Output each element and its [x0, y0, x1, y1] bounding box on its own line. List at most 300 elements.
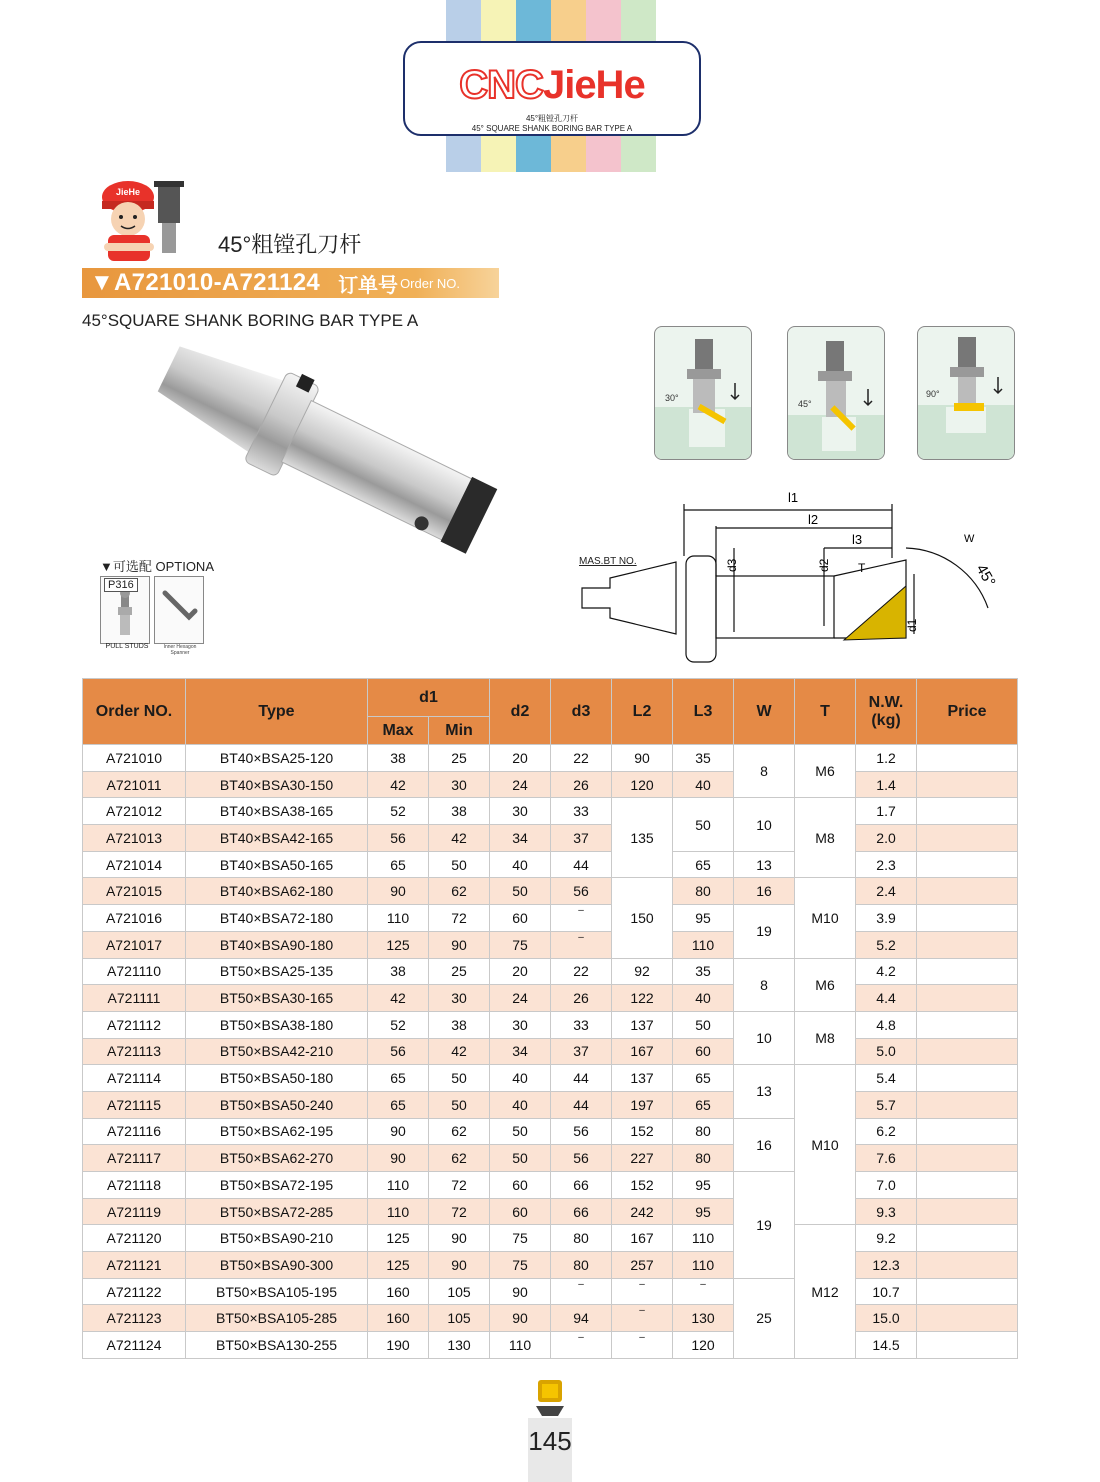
spec-table — [82, 678, 1018, 1359]
cell-min: 25 — [429, 745, 490, 772]
cell-min: 38 — [429, 798, 490, 825]
cell-nw: 4.8 — [856, 1011, 917, 1038]
table-row — [83, 1198, 1018, 1225]
cell-type: BT40×BSA62-180 — [186, 878, 368, 905]
cell-l3: 40 — [673, 985, 734, 1012]
cell-d3: 44 — [551, 851, 612, 878]
cell-nw: 9.3 — [856, 1198, 917, 1225]
dim-l2: l2 — [808, 512, 819, 527]
col-w: W — [734, 679, 795, 745]
table-row — [83, 958, 1018, 985]
cell-max: 56 — [368, 825, 429, 852]
cell-l3: 95 — [673, 1172, 734, 1199]
diagram-angle-3: 90° — [926, 389, 940, 399]
cell-order: A721121 — [83, 1252, 186, 1279]
col-price: Price — [917, 679, 1018, 745]
cell-type: BT50×BSA105-195 — [186, 1278, 368, 1305]
cell-l2: 150 — [612, 878, 673, 958]
cell-type: BT40×BSA38-165 — [186, 798, 368, 825]
jiehe-emblem-icon — [528, 1376, 572, 1420]
cell-l3: 110 — [673, 1225, 734, 1252]
cell-d2: 20 — [490, 745, 551, 772]
dim-T: T — [858, 561, 866, 575]
cell-d3: 37 — [551, 825, 612, 852]
table-row — [83, 771, 1018, 798]
cell-t: M8 — [795, 1011, 856, 1064]
cell-max: 56 — [368, 1038, 429, 1065]
cell-price — [917, 1198, 1018, 1225]
cell-t: M8 — [795, 798, 856, 878]
cell-price — [917, 1332, 1018, 1359]
cell-nw: 1.7 — [856, 798, 917, 825]
cell-min: 30 — [429, 771, 490, 798]
cell-type: BT50×BSA42-210 — [186, 1038, 368, 1065]
cell-nw: 1.4 — [856, 771, 917, 798]
cell-nw: 14.5 — [856, 1332, 917, 1359]
spanner-card — [154, 576, 204, 644]
cell-d2: 60 — [490, 1172, 551, 1199]
cell-l3: 35 — [673, 745, 734, 772]
cell-d3: 44 — [551, 1065, 612, 1092]
cell-max: 52 — [368, 798, 429, 825]
cell-w: 10 — [734, 798, 795, 851]
cell-type: BT40×BSA25-120 — [186, 745, 368, 772]
cell-price — [917, 1145, 1018, 1172]
cell-min: 62 — [429, 1145, 490, 1172]
cell-price — [917, 851, 1018, 878]
cell-nw: 9.2 — [856, 1225, 917, 1252]
cell-min: 72 — [429, 1172, 490, 1199]
mascot-icon — [98, 175, 198, 265]
cell-price — [917, 1172, 1018, 1199]
cell-order: A721119 — [83, 1198, 186, 1225]
cell-order: A721013 — [83, 825, 186, 852]
cell-price — [917, 1252, 1018, 1279]
table-row — [83, 1305, 1018, 1332]
diagram-angle-2: 45° — [798, 399, 812, 409]
cell-nw: 5.7 — [856, 1091, 917, 1118]
cell-nw: 7.6 — [856, 1145, 917, 1172]
cell-nw: 4.4 — [856, 985, 917, 1012]
table-row — [83, 825, 1018, 852]
p316-label: P316 — [104, 578, 138, 592]
cell-price — [917, 1305, 1018, 1332]
cell-min: 72 — [429, 1198, 490, 1225]
cell-nw: 1.2 — [856, 745, 917, 772]
cell-d3: – — [551, 931, 612, 958]
table-row — [83, 1172, 1018, 1199]
table-row — [83, 1091, 1018, 1118]
cell-min: 90 — [429, 1252, 490, 1279]
cell-nw: 5.2 — [856, 931, 917, 958]
cell-d2: 60 — [490, 905, 551, 932]
cell-nw: 2.0 — [856, 825, 917, 852]
cell-max: 110 — [368, 1198, 429, 1225]
cell-l2: 120 — [612, 771, 673, 798]
cell-order: A721012 — [83, 798, 186, 825]
table-row — [83, 1332, 1018, 1359]
cell-type: BT50×BSA105-285 — [186, 1305, 368, 1332]
table-row — [83, 985, 1018, 1012]
cell-type: BT40×BSA50-165 — [186, 851, 368, 878]
cell-d3: 94 — [551, 1305, 612, 1332]
col-nw-unit: (kg) — [871, 711, 901, 729]
diagram-30-degree — [654, 326, 752, 460]
order-no-en: Order NO. — [400, 275, 461, 291]
order-range: ▼A721010-A721124 — [90, 269, 321, 296]
brand-cnc: CNC — [459, 63, 543, 107]
cell-min: 72 — [429, 905, 490, 932]
cell-order: A721122 — [83, 1278, 186, 1305]
cell-l3: 65 — [673, 851, 734, 878]
cell-type: BT50×BSA130-255 — [186, 1332, 368, 1359]
cell-d3: 66 — [551, 1198, 612, 1225]
cell-order: A721111 — [83, 985, 186, 1012]
cell-max: 52 — [368, 1011, 429, 1038]
dim-d1: d1 — [905, 618, 919, 632]
cell-type: BT40×BSA72-180 — [186, 905, 368, 932]
cell-order: A721016 — [83, 905, 186, 932]
cell-min: 62 — [429, 878, 490, 905]
table-row — [83, 1118, 1018, 1145]
cell-w: 19 — [734, 905, 795, 958]
cell-order: A721110 — [83, 958, 186, 985]
col-nw — [856, 679, 917, 745]
cell-max: 125 — [368, 931, 429, 958]
cell-price — [917, 1011, 1018, 1038]
cell-l3: 65 — [673, 1091, 734, 1118]
cell-nw: 2.3 — [856, 851, 917, 878]
cell-max: 190 — [368, 1332, 429, 1359]
cell-l2: 152 — [612, 1172, 673, 1199]
cell-d2: 50 — [490, 1145, 551, 1172]
cell-order: A721014 — [83, 851, 186, 878]
cell-w: 25 — [734, 1278, 795, 1358]
cell-price — [917, 1118, 1018, 1145]
cell-nw: 10.7 — [856, 1278, 917, 1305]
cell-price — [917, 1278, 1018, 1305]
table-row — [83, 905, 1018, 932]
page-number: 145 — [528, 1426, 572, 1456]
cell-min: 105 — [429, 1278, 490, 1305]
cell-l2: 167 — [612, 1038, 673, 1065]
cell-order: A721017 — [83, 931, 186, 958]
technical-drawing — [576, 488, 1016, 668]
cell-l2: 167 — [612, 1225, 673, 1252]
logo-subtitle-cn: 45°粗镗孔刀杆 — [525, 114, 579, 123]
cell-nw: 6.2 — [856, 1118, 917, 1145]
cell-type: BT50×BSA25-135 — [186, 958, 368, 985]
table-row — [83, 1038, 1018, 1065]
cell-l3: – — [673, 1278, 734, 1305]
table-row — [83, 878, 1018, 905]
product-title-en: 45°SQUARE SHANK BORING BAR TYPE A — [82, 311, 419, 330]
cell-t: M6 — [795, 958, 856, 1011]
cell-price — [917, 878, 1018, 905]
cell-d2: 40 — [490, 1091, 551, 1118]
cell-order: A721010 — [83, 745, 186, 772]
cell-type: BT50×BSA90-300 — [186, 1252, 368, 1279]
cell-type: BT50×BSA50-180 — [186, 1065, 368, 1092]
cell-price — [917, 958, 1018, 985]
order-number-bar — [82, 268, 499, 298]
cell-l3: 60 — [673, 1038, 734, 1065]
cell-d2: 50 — [490, 878, 551, 905]
cell-min: 50 — [429, 1065, 490, 1092]
cell-max: 110 — [368, 1172, 429, 1199]
cell-order: A721114 — [83, 1065, 186, 1092]
cell-min: 38 — [429, 1011, 490, 1038]
cell-max: 90 — [368, 1118, 429, 1145]
cell-l3: 50 — [673, 1011, 734, 1038]
table-row — [83, 798, 1018, 825]
col-nw-label: N.W. — [868, 693, 904, 711]
cell-w: 8 — [734, 745, 795, 798]
cell-l3: 80 — [673, 1118, 734, 1145]
cell-d2: 75 — [490, 1225, 551, 1252]
cell-l3: 80 — [673, 878, 734, 905]
cell-min: 90 — [429, 931, 490, 958]
cell-order: A721124 — [83, 1332, 186, 1359]
cell-l3: 65 — [673, 1065, 734, 1092]
cell-max: 90 — [368, 1145, 429, 1172]
cell-type: BT50×BSA50-240 — [186, 1091, 368, 1118]
cell-l3: 120 — [673, 1332, 734, 1359]
cell-d3: 66 — [551, 1172, 612, 1199]
cell-l3: 130 — [673, 1305, 734, 1332]
cell-type: BT50×BSA62-270 — [186, 1145, 368, 1172]
boring-bar-photo — [140, 330, 530, 570]
col-l2: L2 — [612, 679, 673, 745]
hex-spanner-icon — [155, 577, 203, 643]
cell-d2: 75 — [490, 931, 551, 958]
cell-d3: 33 — [551, 798, 612, 825]
cell-max: 65 — [368, 1065, 429, 1092]
cell-l2: 137 — [612, 1065, 673, 1092]
dim-l3: l3 — [852, 532, 863, 547]
dim-l1: l1 — [788, 490, 799, 505]
diagram-45-icon — [788, 327, 885, 460]
cell-w: 13 — [734, 1065, 795, 1118]
cell-w: 16 — [734, 1118, 795, 1171]
dim-d2: d2 — [817, 558, 831, 572]
cell-t: M6 — [795, 745, 856, 798]
cell-d2: 110 — [490, 1332, 551, 1359]
cell-order: A721118 — [83, 1172, 186, 1199]
col-l3: L3 — [673, 679, 734, 745]
cell-d2: 34 — [490, 1038, 551, 1065]
cell-min: 90 — [429, 1225, 490, 1252]
cell-d3: – — [551, 1278, 612, 1305]
cell-order: A721112 — [83, 1011, 186, 1038]
cell-type: BT50×BSA90-210 — [186, 1225, 368, 1252]
cell-d2: 34 — [490, 825, 551, 852]
cell-d2: 50 — [490, 1118, 551, 1145]
cell-type: BT50×BSA38-180 — [186, 1011, 368, 1038]
cell-l2: 135 — [612, 798, 673, 878]
cell-w: 8 — [734, 958, 795, 1011]
table-row — [83, 1278, 1018, 1305]
diagram-angle-1: 30° — [665, 393, 679, 403]
cell-min: 105 — [429, 1305, 490, 1332]
cell-d3: 22 — [551, 745, 612, 772]
cell-d3: 37 — [551, 1038, 612, 1065]
cell-min: 30 — [429, 985, 490, 1012]
cell-d2: 30 — [490, 1011, 551, 1038]
cell-price — [917, 798, 1018, 825]
cell-min: 50 — [429, 851, 490, 878]
dim-d3: d3 — [725, 558, 739, 572]
cell-max: 42 — [368, 985, 429, 1012]
cell-nw: 3.9 — [856, 905, 917, 932]
cell-l3: 35 — [673, 958, 734, 985]
cell-nw: 15.0 — [856, 1305, 917, 1332]
cell-order: A721120 — [83, 1225, 186, 1252]
cell-price — [917, 1038, 1018, 1065]
cell-d3: 56 — [551, 878, 612, 905]
cell-l3: 110 — [673, 931, 734, 958]
cell-order: A721113 — [83, 1038, 186, 1065]
table-row — [83, 931, 1018, 958]
cell-l3: 50 — [673, 798, 734, 851]
cell-max: 65 — [368, 851, 429, 878]
cell-d3: 56 — [551, 1118, 612, 1145]
cell-order: A721011 — [83, 771, 186, 798]
cell-order: A721116 — [83, 1118, 186, 1145]
cell-price — [917, 771, 1018, 798]
cell-order: A721117 — [83, 1145, 186, 1172]
cell-t: M10 — [795, 878, 856, 958]
table-row — [83, 1225, 1018, 1252]
cell-l3: 80 — [673, 1145, 734, 1172]
diagram-90-degree — [917, 326, 1015, 460]
cell-l2: – — [612, 1305, 673, 1332]
spanner-label: Inner Hexagon Spanner — [163, 644, 197, 656]
cell-l3: 95 — [673, 1198, 734, 1225]
cell-t: M12 — [795, 1225, 856, 1358]
cell-nw: 7.0 — [856, 1172, 917, 1199]
diagram-45-degree — [787, 326, 885, 460]
cell-type: BT40×BSA30-150 — [186, 771, 368, 798]
cell-l2: 227 — [612, 1145, 673, 1172]
cell-w: 13 — [734, 851, 795, 878]
cell-d2: 40 — [490, 851, 551, 878]
table-row — [83, 1145, 1018, 1172]
cell-d2: 60 — [490, 1198, 551, 1225]
cell-max: 110 — [368, 905, 429, 932]
cell-price — [917, 1225, 1018, 1252]
cell-max: 65 — [368, 1091, 429, 1118]
cell-d3: 80 — [551, 1252, 612, 1279]
table-row — [83, 1011, 1018, 1038]
cell-l3: 95 — [673, 905, 734, 932]
cell-min: 25 — [429, 958, 490, 985]
cell-d3: 33 — [551, 1011, 612, 1038]
cell-max: 160 — [368, 1305, 429, 1332]
cell-type: BT40×BSA42-165 — [186, 825, 368, 852]
col-order-no: Order NO. — [83, 679, 186, 745]
cell-min: 50 — [429, 1091, 490, 1118]
col-type: Type — [186, 679, 368, 745]
cell-l2: 197 — [612, 1091, 673, 1118]
cell-max: 42 — [368, 771, 429, 798]
cell-price — [917, 1091, 1018, 1118]
mas-bt-label: MAS.BT NO. — [579, 556, 637, 567]
table-row — [83, 745, 1018, 772]
cell-t: M10 — [795, 1065, 856, 1225]
cell-max: 90 — [368, 878, 429, 905]
cell-l2: 90 — [612, 745, 673, 772]
optional-label: ▼可选配 OPTIONA — [100, 559, 214, 574]
cell-nw: 2.4 — [856, 878, 917, 905]
col-d2: d2 — [490, 679, 551, 745]
cell-type: BT50×BSA62-195 — [186, 1118, 368, 1145]
cell-price — [917, 905, 1018, 932]
logo-subtitle-en: 45° SQUARE SHANK BORING BAR TYPE A — [471, 124, 633, 133]
product-title-cn: 45°粗镗孔刀杆 — [218, 232, 362, 257]
cell-nw: 5.4 — [856, 1065, 917, 1092]
cell-d3: – — [551, 1332, 612, 1359]
cell-order: A721123 — [83, 1305, 186, 1332]
cell-l2: 257 — [612, 1252, 673, 1279]
cell-w: 10 — [734, 1011, 795, 1064]
mascot-hat-text: JieHe — [115, 187, 141, 197]
cell-max: 38 — [368, 958, 429, 985]
order-no-cn: 订单号 — [338, 274, 399, 297]
cell-l2: 137 — [612, 1011, 673, 1038]
spec-table-body — [83, 745, 1018, 1359]
cell-d2: 40 — [490, 1065, 551, 1092]
cell-d3: 26 — [551, 985, 612, 1012]
cell-min: 62 — [429, 1118, 490, 1145]
col-t: T — [795, 679, 856, 745]
cell-max: 160 — [368, 1278, 429, 1305]
cell-price — [917, 1065, 1018, 1092]
cell-price — [917, 931, 1018, 958]
cell-l3: 110 — [673, 1252, 734, 1279]
cell-l2: – — [612, 1332, 673, 1359]
cell-l2: 92 — [612, 958, 673, 985]
cell-type: BT50×BSA72-285 — [186, 1198, 368, 1225]
col-d1: d1 — [368, 679, 490, 717]
col-d3: d3 — [551, 679, 612, 745]
cell-max: 125 — [368, 1225, 429, 1252]
cell-nw: 12.3 — [856, 1252, 917, 1279]
cell-l2: – — [612, 1278, 673, 1305]
cell-d2: 20 — [490, 958, 551, 985]
col-d1-min: Min — [429, 717, 490, 745]
cell-d3: 80 — [551, 1225, 612, 1252]
cell-d3: 22 — [551, 958, 612, 985]
cell-l2: 122 — [612, 985, 673, 1012]
cell-max: 125 — [368, 1252, 429, 1279]
cell-l2: 242 — [612, 1198, 673, 1225]
cell-type: BT40×BSA90-180 — [186, 931, 368, 958]
cell-d2: 75 — [490, 1252, 551, 1279]
dim-angle: 45° — [972, 561, 999, 590]
cell-price — [917, 825, 1018, 852]
cell-price — [917, 985, 1018, 1012]
cell-nw: 5.0 — [856, 1038, 917, 1065]
cell-d2: 30 — [490, 798, 551, 825]
cell-min: 130 — [429, 1332, 490, 1359]
cell-min: 42 — [429, 1038, 490, 1065]
table-row — [83, 851, 1018, 878]
cell-d3: 44 — [551, 1091, 612, 1118]
col-d1-max: Max — [368, 717, 429, 745]
cell-d3: – — [551, 905, 612, 932]
cell-d3: 56 — [551, 1145, 612, 1172]
